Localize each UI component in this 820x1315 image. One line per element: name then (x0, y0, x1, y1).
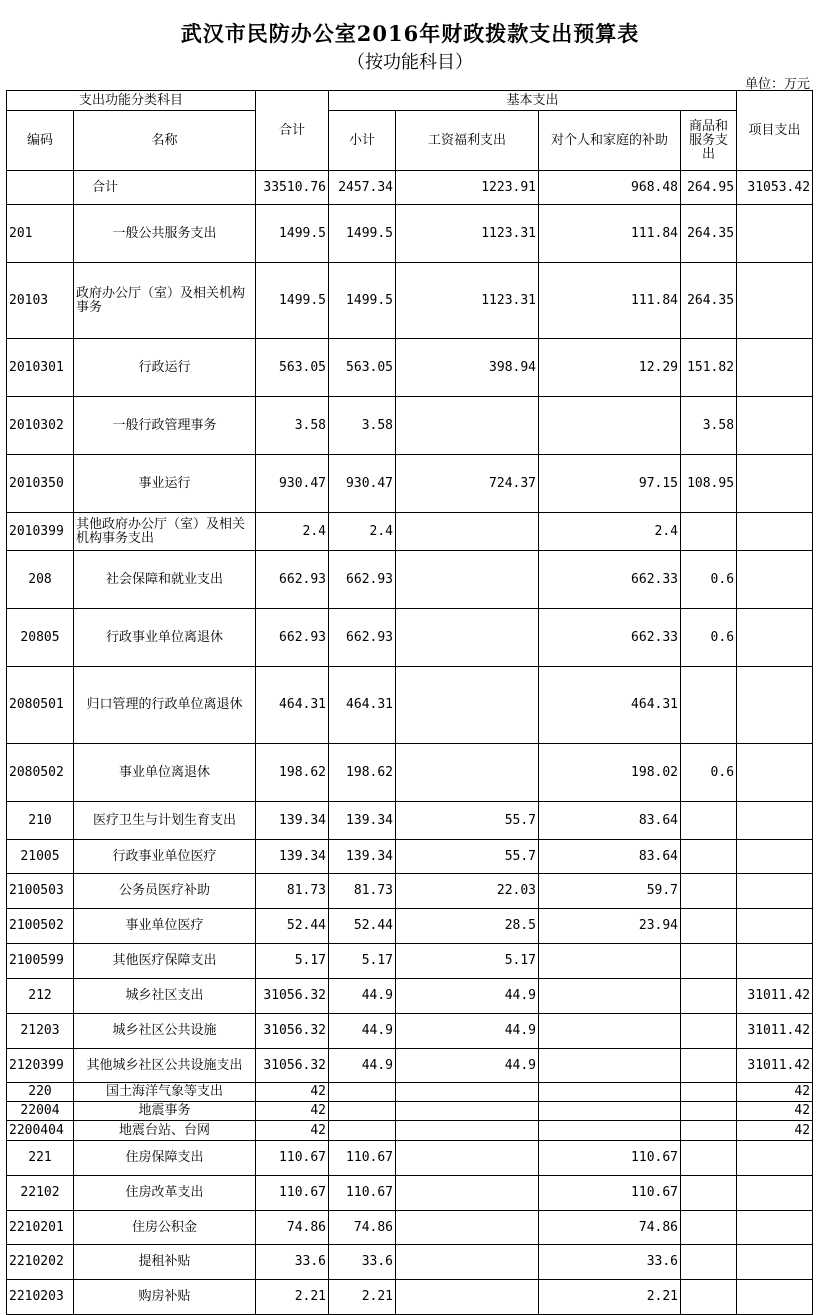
row-name: 公务员医疗补助 (74, 874, 256, 909)
row-household: 111.84 (539, 263, 681, 339)
row-code: 2210203 (7, 1280, 74, 1315)
header-basic-expenditure: 基本支出 (329, 91, 737, 111)
row-household: 198.02 (539, 744, 681, 802)
row-household (539, 1049, 681, 1083)
header-household-subsidy: 对个人和家庭的补助 (539, 111, 681, 171)
row-wage: 1123.31 (396, 205, 539, 263)
row-project (737, 1141, 813, 1176)
row-wage (396, 397, 539, 455)
row-goods: 0.6 (681, 609, 737, 667)
unit-label: 单位：万元 (744, 77, 810, 92)
row-subtotal (329, 1121, 396, 1141)
row-goods: 0.6 (681, 551, 737, 609)
table-row (7, 455, 813, 513)
row-total: 139.34 (256, 840, 329, 874)
row-household (539, 1121, 681, 1141)
row-project (737, 840, 813, 874)
row-project (737, 874, 813, 909)
row-subtotal: 2457.34 (329, 171, 396, 205)
row-wage: 1123.31 (396, 263, 539, 339)
row-wage (396, 1176, 539, 1211)
row-subtotal: 110.67 (329, 1141, 396, 1176)
row-name: 事业单位医疗 (74, 909, 256, 944)
table-row (7, 609, 813, 667)
row-project (737, 1211, 813, 1245)
row-code: 2010301 (7, 339, 74, 397)
row-name: 事业运行 (74, 455, 256, 513)
row-total: 31056.32 (256, 979, 329, 1014)
row-project (737, 455, 813, 513)
table-row (7, 1102, 813, 1121)
row-wage: 55.7 (396, 802, 539, 840)
row-wage (396, 1121, 539, 1141)
row-name: 事业单位离退休 (74, 744, 256, 802)
row-total: 2.4 (256, 513, 329, 551)
row-code: 2200404 (7, 1121, 74, 1141)
row-project (737, 744, 813, 802)
row-total: 74.86 (256, 1211, 329, 1245)
row-wage (396, 1102, 539, 1121)
row-household: 662.33 (539, 551, 681, 609)
table-row (7, 909, 813, 944)
row-goods (681, 944, 737, 979)
row-total: 464.31 (256, 667, 329, 744)
table-row (7, 1083, 813, 1102)
table-row (7, 339, 813, 397)
row-subtotal: 2.21 (329, 1280, 396, 1315)
row-project: 42 (737, 1121, 813, 1141)
row-code: 2100599 (7, 944, 74, 979)
row-code: 21203 (7, 1014, 74, 1049)
table-row (7, 513, 813, 551)
row-goods (681, 802, 737, 840)
row-household: 59.7 (539, 874, 681, 909)
table-row (7, 944, 813, 979)
row-project: 31011.42 (737, 1014, 813, 1049)
row-total: 139.34 (256, 802, 329, 840)
header-code: 编码 (7, 111, 74, 171)
row-subtotal: 44.9 (329, 979, 396, 1014)
row-code: 221 (7, 1141, 74, 1176)
row-subtotal: 139.34 (329, 802, 396, 840)
row-subtotal: 3.58 (329, 397, 396, 455)
row-subtotal: 33.6 (329, 1245, 396, 1280)
row-name: 城乡社区支出 (74, 979, 256, 1014)
row-name: 购房补贴 (74, 1280, 256, 1315)
row-subtotal: 5.17 (329, 944, 396, 979)
row-wage (396, 1141, 539, 1176)
row-project (737, 551, 813, 609)
row-household: 2.21 (539, 1280, 681, 1315)
row-household: 12.29 (539, 339, 681, 397)
row-wage (396, 1083, 539, 1102)
row-wage: 44.9 (396, 1014, 539, 1049)
row-project: 31011.42 (737, 1049, 813, 1083)
row-name: 国土海洋气象等支出 (74, 1083, 256, 1102)
row-project (737, 339, 813, 397)
row-goods (681, 1141, 737, 1176)
row-total: 33510.76 (256, 171, 329, 205)
row-code: 2080501 (7, 667, 74, 744)
row-goods (681, 1176, 737, 1211)
row-name: 行政事业单位医疗 (74, 840, 256, 874)
row-project (737, 944, 813, 979)
row-goods (681, 909, 737, 944)
row-household (539, 397, 681, 455)
row-total: 3.58 (256, 397, 329, 455)
header-project-expenditure: 项目支出 (737, 91, 813, 171)
row-wage (396, 513, 539, 551)
row-subtotal: 1499.5 (329, 205, 396, 263)
row-wage: 44.9 (396, 1049, 539, 1083)
row-goods (681, 667, 737, 744)
table-row (7, 551, 813, 609)
header-name: 名称 (74, 111, 256, 171)
row-household (539, 1083, 681, 1102)
row-code: 21005 (7, 840, 74, 874)
row-household (539, 1014, 681, 1049)
row-code: 201 (7, 205, 74, 263)
row-name: 城乡社区公共设施 (74, 1014, 256, 1049)
row-project (737, 909, 813, 944)
row-wage (396, 744, 539, 802)
row-name: 一般行政管理事务 (74, 397, 256, 455)
row-total: 1499.5 (256, 263, 329, 339)
row-total: 198.62 (256, 744, 329, 802)
row-goods: 108.95 (681, 455, 737, 513)
row-subtotal: 52.44 (329, 909, 396, 944)
row-household: 83.64 (539, 840, 681, 874)
table-row (7, 397, 813, 455)
row-subtotal: 1499.5 (329, 263, 396, 339)
row-total: 42 (256, 1102, 329, 1121)
header-classification: 支出功能分类科目 (7, 91, 256, 111)
row-subtotal (329, 1083, 396, 1102)
table-row (7, 1245, 813, 1280)
row-goods: 264.95 (681, 171, 737, 205)
row-name: 地震事务 (74, 1102, 256, 1121)
row-project: 31011.42 (737, 979, 813, 1014)
row-code: 2100502 (7, 909, 74, 944)
row-household: 23.94 (539, 909, 681, 944)
row-wage (396, 1280, 539, 1315)
row-subtotal: 74.86 (329, 1211, 396, 1245)
row-subtotal: 44.9 (329, 1049, 396, 1083)
row-goods (681, 1014, 737, 1049)
row-total: 5.17 (256, 944, 329, 979)
row-name: 合计 (74, 171, 256, 205)
row-project: 42 (737, 1083, 813, 1102)
table-row (7, 979, 813, 1014)
row-total: 42 (256, 1083, 329, 1102)
row-goods (681, 1245, 737, 1280)
row-total: 81.73 (256, 874, 329, 909)
row-subtotal: 662.93 (329, 551, 396, 609)
row-household: 2.4 (539, 513, 681, 551)
row-subtotal: 930.47 (329, 455, 396, 513)
table-row (7, 205, 813, 263)
row-total: 110.67 (256, 1141, 329, 1176)
table-row (7, 1014, 813, 1049)
row-total: 31056.32 (256, 1049, 329, 1083)
row-project (737, 1245, 813, 1280)
table-row (7, 1121, 813, 1141)
row-name: 政府办公厅（室）及相关机构事务 (74, 263, 256, 339)
row-name: 其他城乡社区公共设施支出 (74, 1049, 256, 1083)
row-project (737, 397, 813, 455)
row-household (539, 944, 681, 979)
page-title: 武汉市民防办公室2016年财政拨款支出预算表 (180, 21, 640, 46)
row-total: 2.21 (256, 1280, 329, 1315)
row-project (737, 667, 813, 744)
row-name: 住房公积金 (74, 1211, 256, 1245)
row-name: 其他政府办公厅（室）及相关机构事务支出 (74, 513, 256, 551)
table-row (7, 840, 813, 874)
row-code: 2100503 (7, 874, 74, 909)
row-name: 社会保障和就业支出 (74, 551, 256, 609)
budget-table (6, 90, 813, 1315)
header-subtotal: 小计 (329, 111, 396, 171)
row-name: 提租补贴 (74, 1245, 256, 1280)
row-total: 563.05 (256, 339, 329, 397)
table-row (7, 1280, 813, 1315)
row-total: 31056.32 (256, 1014, 329, 1049)
row-household: 464.31 (539, 667, 681, 744)
row-project (737, 802, 813, 840)
row-total: 42 (256, 1121, 329, 1141)
row-code: 2080502 (7, 744, 74, 802)
row-project (737, 1176, 813, 1211)
row-goods (681, 979, 737, 1014)
row-goods: 151.82 (681, 339, 737, 397)
row-wage: 22.03 (396, 874, 539, 909)
row-household: 97.15 (539, 455, 681, 513)
row-project (737, 1280, 813, 1315)
row-subtotal: 44.9 (329, 1014, 396, 1049)
row-project (737, 263, 813, 339)
row-code: 20805 (7, 609, 74, 667)
row-goods: 264.35 (681, 205, 737, 263)
row-wage: 5.17 (396, 944, 539, 979)
row-subtotal: 110.67 (329, 1176, 396, 1211)
row-subtotal: 198.62 (329, 744, 396, 802)
table-row (7, 667, 813, 744)
row-name: 归口管理的行政单位离退休 (74, 667, 256, 744)
row-code: 22102 (7, 1176, 74, 1211)
row-code: 212 (7, 979, 74, 1014)
row-code: 2210201 (7, 1211, 74, 1245)
row-name: 医疗卫生与计划生育支出 (74, 802, 256, 840)
row-code (7, 171, 74, 205)
row-project: 31053.42 (737, 171, 813, 205)
row-total: 52.44 (256, 909, 329, 944)
row-code: 210 (7, 802, 74, 840)
table-row (7, 171, 813, 205)
row-total: 110.67 (256, 1176, 329, 1211)
row-goods (681, 840, 737, 874)
row-subtotal: 81.73 (329, 874, 396, 909)
row-total: 930.47 (256, 455, 329, 513)
row-name: 行政事业单位离退休 (74, 609, 256, 667)
row-name: 住房保障支出 (74, 1141, 256, 1176)
row-goods (681, 1083, 737, 1102)
table-row (7, 1049, 813, 1083)
table-row (7, 744, 813, 802)
row-code: 2210202 (7, 1245, 74, 1280)
row-subtotal: 2.4 (329, 513, 396, 551)
row-household: 111.84 (539, 205, 681, 263)
row-wage (396, 667, 539, 744)
row-goods (681, 1049, 737, 1083)
row-project (737, 513, 813, 551)
table-row (7, 874, 813, 909)
table-row (7, 1211, 813, 1245)
row-code: 2010399 (7, 513, 74, 551)
row-wage (396, 1245, 539, 1280)
row-name: 住房改革支出 (74, 1176, 256, 1211)
row-wage (396, 609, 539, 667)
table-row (7, 802, 813, 840)
header-wage-welfare: 工资福利支出 (396, 111, 539, 171)
row-name: 一般公共服务支出 (74, 205, 256, 263)
row-total: 662.93 (256, 609, 329, 667)
row-subtotal (329, 1102, 396, 1121)
row-code: 208 (7, 551, 74, 609)
row-goods (681, 513, 737, 551)
row-goods: 3.58 (681, 397, 737, 455)
row-subtotal: 662.93 (329, 609, 396, 667)
row-total: 33.6 (256, 1245, 329, 1280)
row-goods (681, 1280, 737, 1315)
row-wage: 28.5 (396, 909, 539, 944)
row-goods (681, 1121, 737, 1141)
row-goods (681, 874, 737, 909)
row-wage: 44.9 (396, 979, 539, 1014)
row-household: 662.33 (539, 609, 681, 667)
row-household: 83.64 (539, 802, 681, 840)
row-subtotal: 139.34 (329, 840, 396, 874)
row-subtotal: 563.05 (329, 339, 396, 397)
header-goods-services: 商品和服务支出 (681, 111, 737, 171)
row-project: 42 (737, 1102, 813, 1121)
row-name: 地震台站、台网 (74, 1121, 256, 1141)
row-household: 110.67 (539, 1176, 681, 1211)
row-household (539, 1102, 681, 1121)
row-total: 662.93 (256, 551, 329, 609)
row-subtotal: 464.31 (329, 667, 396, 744)
table-row (7, 1141, 813, 1176)
row-code: 20103 (7, 263, 74, 339)
row-goods: 0.6 (681, 744, 737, 802)
row-code: 2120399 (7, 1049, 74, 1083)
row-wage: 1223.91 (396, 171, 539, 205)
table-row (7, 1176, 813, 1211)
row-name: 其他医疗保障支出 (74, 944, 256, 979)
row-project (737, 609, 813, 667)
row-code: 2010350 (7, 455, 74, 513)
row-household: 110.67 (539, 1141, 681, 1176)
row-wage (396, 1211, 539, 1245)
row-code: 22004 (7, 1102, 74, 1121)
row-household (539, 979, 681, 1014)
row-household: 968.48 (539, 171, 681, 205)
row-name: 行政运行 (74, 339, 256, 397)
row-household: 74.86 (539, 1211, 681, 1245)
row-goods (681, 1211, 737, 1245)
page-subtitle: （按功能科目） (347, 52, 473, 73)
row-wage: 724.37 (396, 455, 539, 513)
row-goods: 264.35 (681, 263, 737, 339)
row-wage: 398.94 (396, 339, 539, 397)
row-project (737, 205, 813, 263)
row-household: 33.6 (539, 1245, 681, 1280)
table-row (7, 263, 813, 339)
row-goods (681, 1102, 737, 1121)
row-wage (396, 551, 539, 609)
row-total: 1499.5 (256, 205, 329, 263)
row-wage: 55.7 (396, 840, 539, 874)
header-total: 合计 (256, 91, 329, 171)
row-code: 2010302 (7, 397, 74, 455)
row-code: 220 (7, 1083, 74, 1102)
